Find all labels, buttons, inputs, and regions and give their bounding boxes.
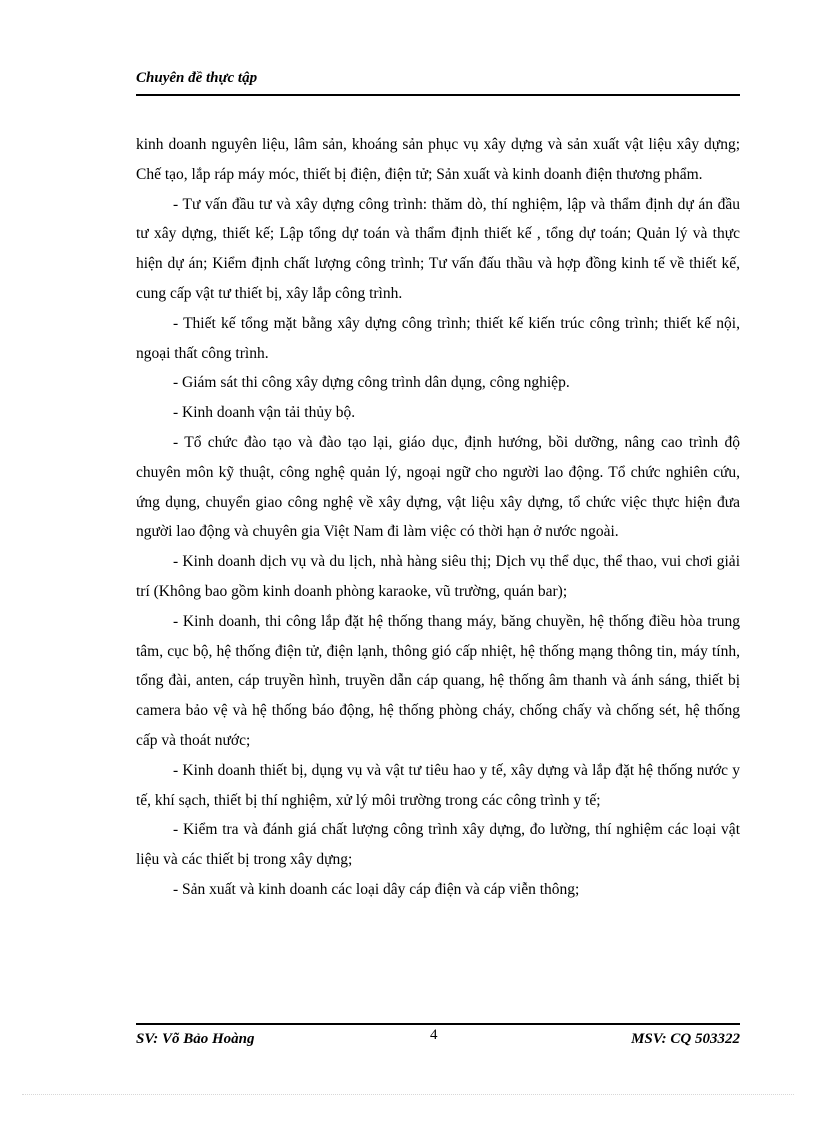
footer-student-name: SV: Võ Bảo Hoàng [136,1031,255,1047]
list-item: - Kinh doanh vận tải thủy bộ. [173,404,356,422]
footer-student-id: MSV: CQ 503322 [631,1031,740,1047]
page-bottom-dotted-line [22,1094,794,1095]
list-item: - Kiểm tra và đánh giá chất lượng công trình xây dựng, đo lường, thí nghiệm các loại vật liệu và các thiết bị trong xây dựng; [136,821,740,869]
list-item: - Tư vấn đầu tư và xây dựng công trình: thăm dò, thí nghiệm, lập và thẩm định dự án đầu tư xây dựng, thiết kế; Lập tổng dự toán và thẩm định thiết kế , tổng dự toán; Quản lý và thực hiện dự án; Kiểm định chất lượng công trình; Tư vấn đấu thầu và hợp đồng kinh tế về thiết kế, cung cấp vật tư thiết bị, xây lắp công trình. [136,195,740,302]
header-title: Chuyên đề thực tập [136,70,258,86]
page-footer [136,1027,740,1049]
body-text [136,130,740,905]
header-rule [136,94,740,96]
list-item: - Thiết kế tổng mặt bằng xây dựng công trình; thiết kế kiến trúc công trình; thiết kế nội, ngoại thất công trình. [136,314,740,362]
page-number: 4 [430,1027,438,1043]
list-item: - Tổ chức đào tạo và đào tạo lại, giáo dục, định hướng, bồi dưỡng, nâng cao trình độ chuyên môn kỹ thuật, công nghệ quản lý, ngoại ngữ cho người lao động. Tổ chức nghiên cứu, ứng dụng, chuyển giao công nghệ về xây dựng, vật liệu xây dựng, tổ chức việc thực hiện đưa người lao động và chuyên gia Việt Nam đi làm việc có thời hạn ở nước ngoài. [136,433,740,541]
list-item: - Kinh doanh thiết bị, dụng vụ và vật tư tiêu hao y tế, xây dựng và lắp đặt hệ thống nước y tế, khí sạch, thiết bị thí nghiệm, xử lý môi trường trong các công trình y tế; [136,761,740,809]
list-item: - Giám sát thi công xây dựng công trình dân dụng, công nghiệp. [173,374,570,392]
list-item: - Kinh doanh, thi công lắp đặt hệ thống thang máy, băng chuyền, hệ thống điều hòa trung tâm, cục bộ, hệ thống điện tử, điện lạnh, thông gió cấp nhiệt, hệ thống mạng thông tin, máy tính, tổng đài, anten, cáp truyền hình, truyền dẫn cáp quang, hệ thống âm thanh và ánh sáng, thiết bị camera bảo vệ và hệ thống báo động, hệ thống phòng cháy, chống chấy và chống sét, hệ thống cấp và thoát nước; [136,612,740,749]
list-item: - Kinh doanh dịch vụ và du lịch, nhà hàng siêu thị; Dịch vụ thể dục, thể thao, vui chơi giải trí (Không bao gồm kinh doanh phòng karaoke, vũ trường, quán bar); [136,553,740,600]
paragraph-continuation: kinh doanh nguyên liệu, lâm sản, khoáng sản phục vụ xây dựng và sản xuất vật liệu xây dựng; Chế tạo, lắp ráp máy móc, thiết bị điện, điện tử; Sản xuất và kinh doanh điện thương phẩm. [136,136,740,183]
page-header [136,68,740,88]
list-item: - Sản xuất và kinh doanh các loại dây cáp điện và cáp viễn thông; [173,880,580,898]
footer-rule [136,1023,740,1025]
